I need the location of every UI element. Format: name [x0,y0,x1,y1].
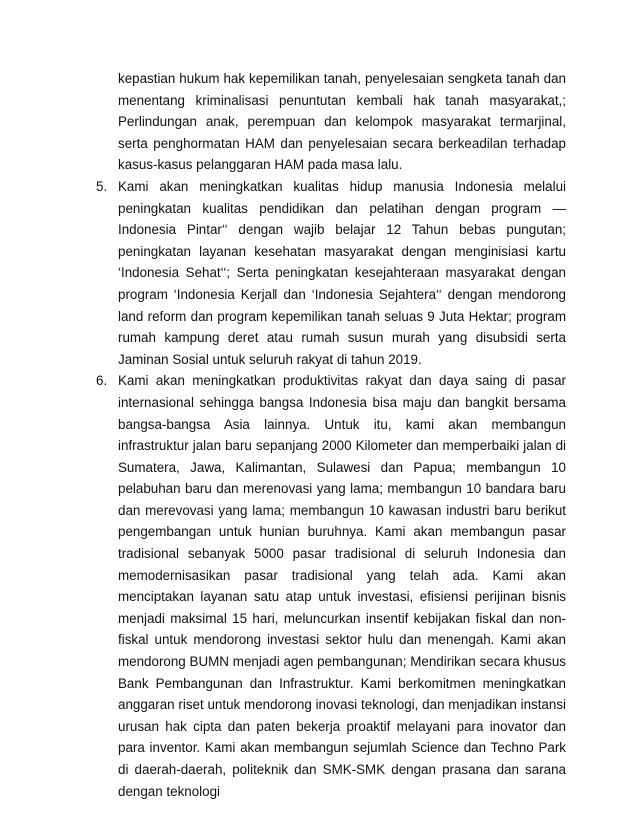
list-item-text: Kami akan meningkatkan kualitas hidup manusia Indonesia melalui peningkatan kualitas pendidikan dan pelatihan dengan program —Indonesia Pintar‘‘ dengan wajib belajar 12 Tahun bebas pungutan; peningkatan layanan kesehatan masyarakat dengan menginisiasi kartu ‘Indonesia Sehat‘‘; Serta peningkatan kesejahteraan masyarakat dengan program ‘Indonesia Kerja‖ dan ‘Indonesia Sejahtera‘‘ dengan mendorong land reform dan program kepemilikan tanah seluas 9 Juta Hektar; program rumah kampung deret atau rumah susun murah yang disubsidi serta Jaminan Sosial untuk seluruh rakyat di tahun 2019. [118,178,566,367]
list-item-number: 6. [96,373,108,389]
list-item-text: Kami akan meningkatkan produktivitas rakyat dan daya saing di pasar internasional sehingga bangsa Indonesia bisa maju dan bangkit bersama bangsa-bangsa Asia lainnya. Untuk itu, kami akan membangun infrastruktur jalan baru sepanjang 2000 Kilometer dan memperbaiki jalan di Sumatera, Jawa, Kalimantan, Sulawesi dan Papua; membangun 10 pelabuhan baru dan merenovasi yang lama; membangun 10 bandara baru dan merevovasi yang lama; membangun 10 kawasan industri baru berikut pengembangan untuk hunian buruhnya. Kami akan membangun pasar tradisional sebanyak 5000 pasar tradisional di seluruh Indonesia dan memodernisasikan pasar tradisional yang telah ada. Kami akan menciptakan layanan satu atap untuk investasi, efisiensi perijinan bisnis menjadi maksimal 15 hari, meluncurkan insentif kebijakan fiskal dan non- fiskal untuk mendorong investasi sektor hulu dan menengah. Kami akan mendorong BUMN menjadi agen pembangunan; Mendirikan secara khusus Bank Pembangunan dan Infrastruktur. Kami berkomitmen meningkatkan anggaran riset untuk mendorong inovasi teknologi, dan menjadikan instansi urusan hak cipta dan paten bekerja proaktif melayani para inovator dan para inventor. Kami akan membangun sejumlah Science dan Techno Park di daerah-daerah, politeknik dan SMK-SMK dengan prasana dan sarana dengan teknologi [118,373,566,799]
intro-paragraph: kepastian hukum hak kepemilikan tanah, penyelesaian sengketa tanah dan menentang kriminalisasi penuntutan kembali hak tanah masyarakat,; Perlindungan anak, perempuan dan kelompok masyarakat termarjinal, serta penghormatan HAM dan penyelesaian secara berkeadilan terhadap kasus-kasus pelanggaran HAM pada masa lalu. [118,71,566,173]
document-body [96,68,566,802]
list-item-number: 5. [96,178,108,194]
list-item-6 [96,370,566,802]
list-item-5 [96,176,566,370]
